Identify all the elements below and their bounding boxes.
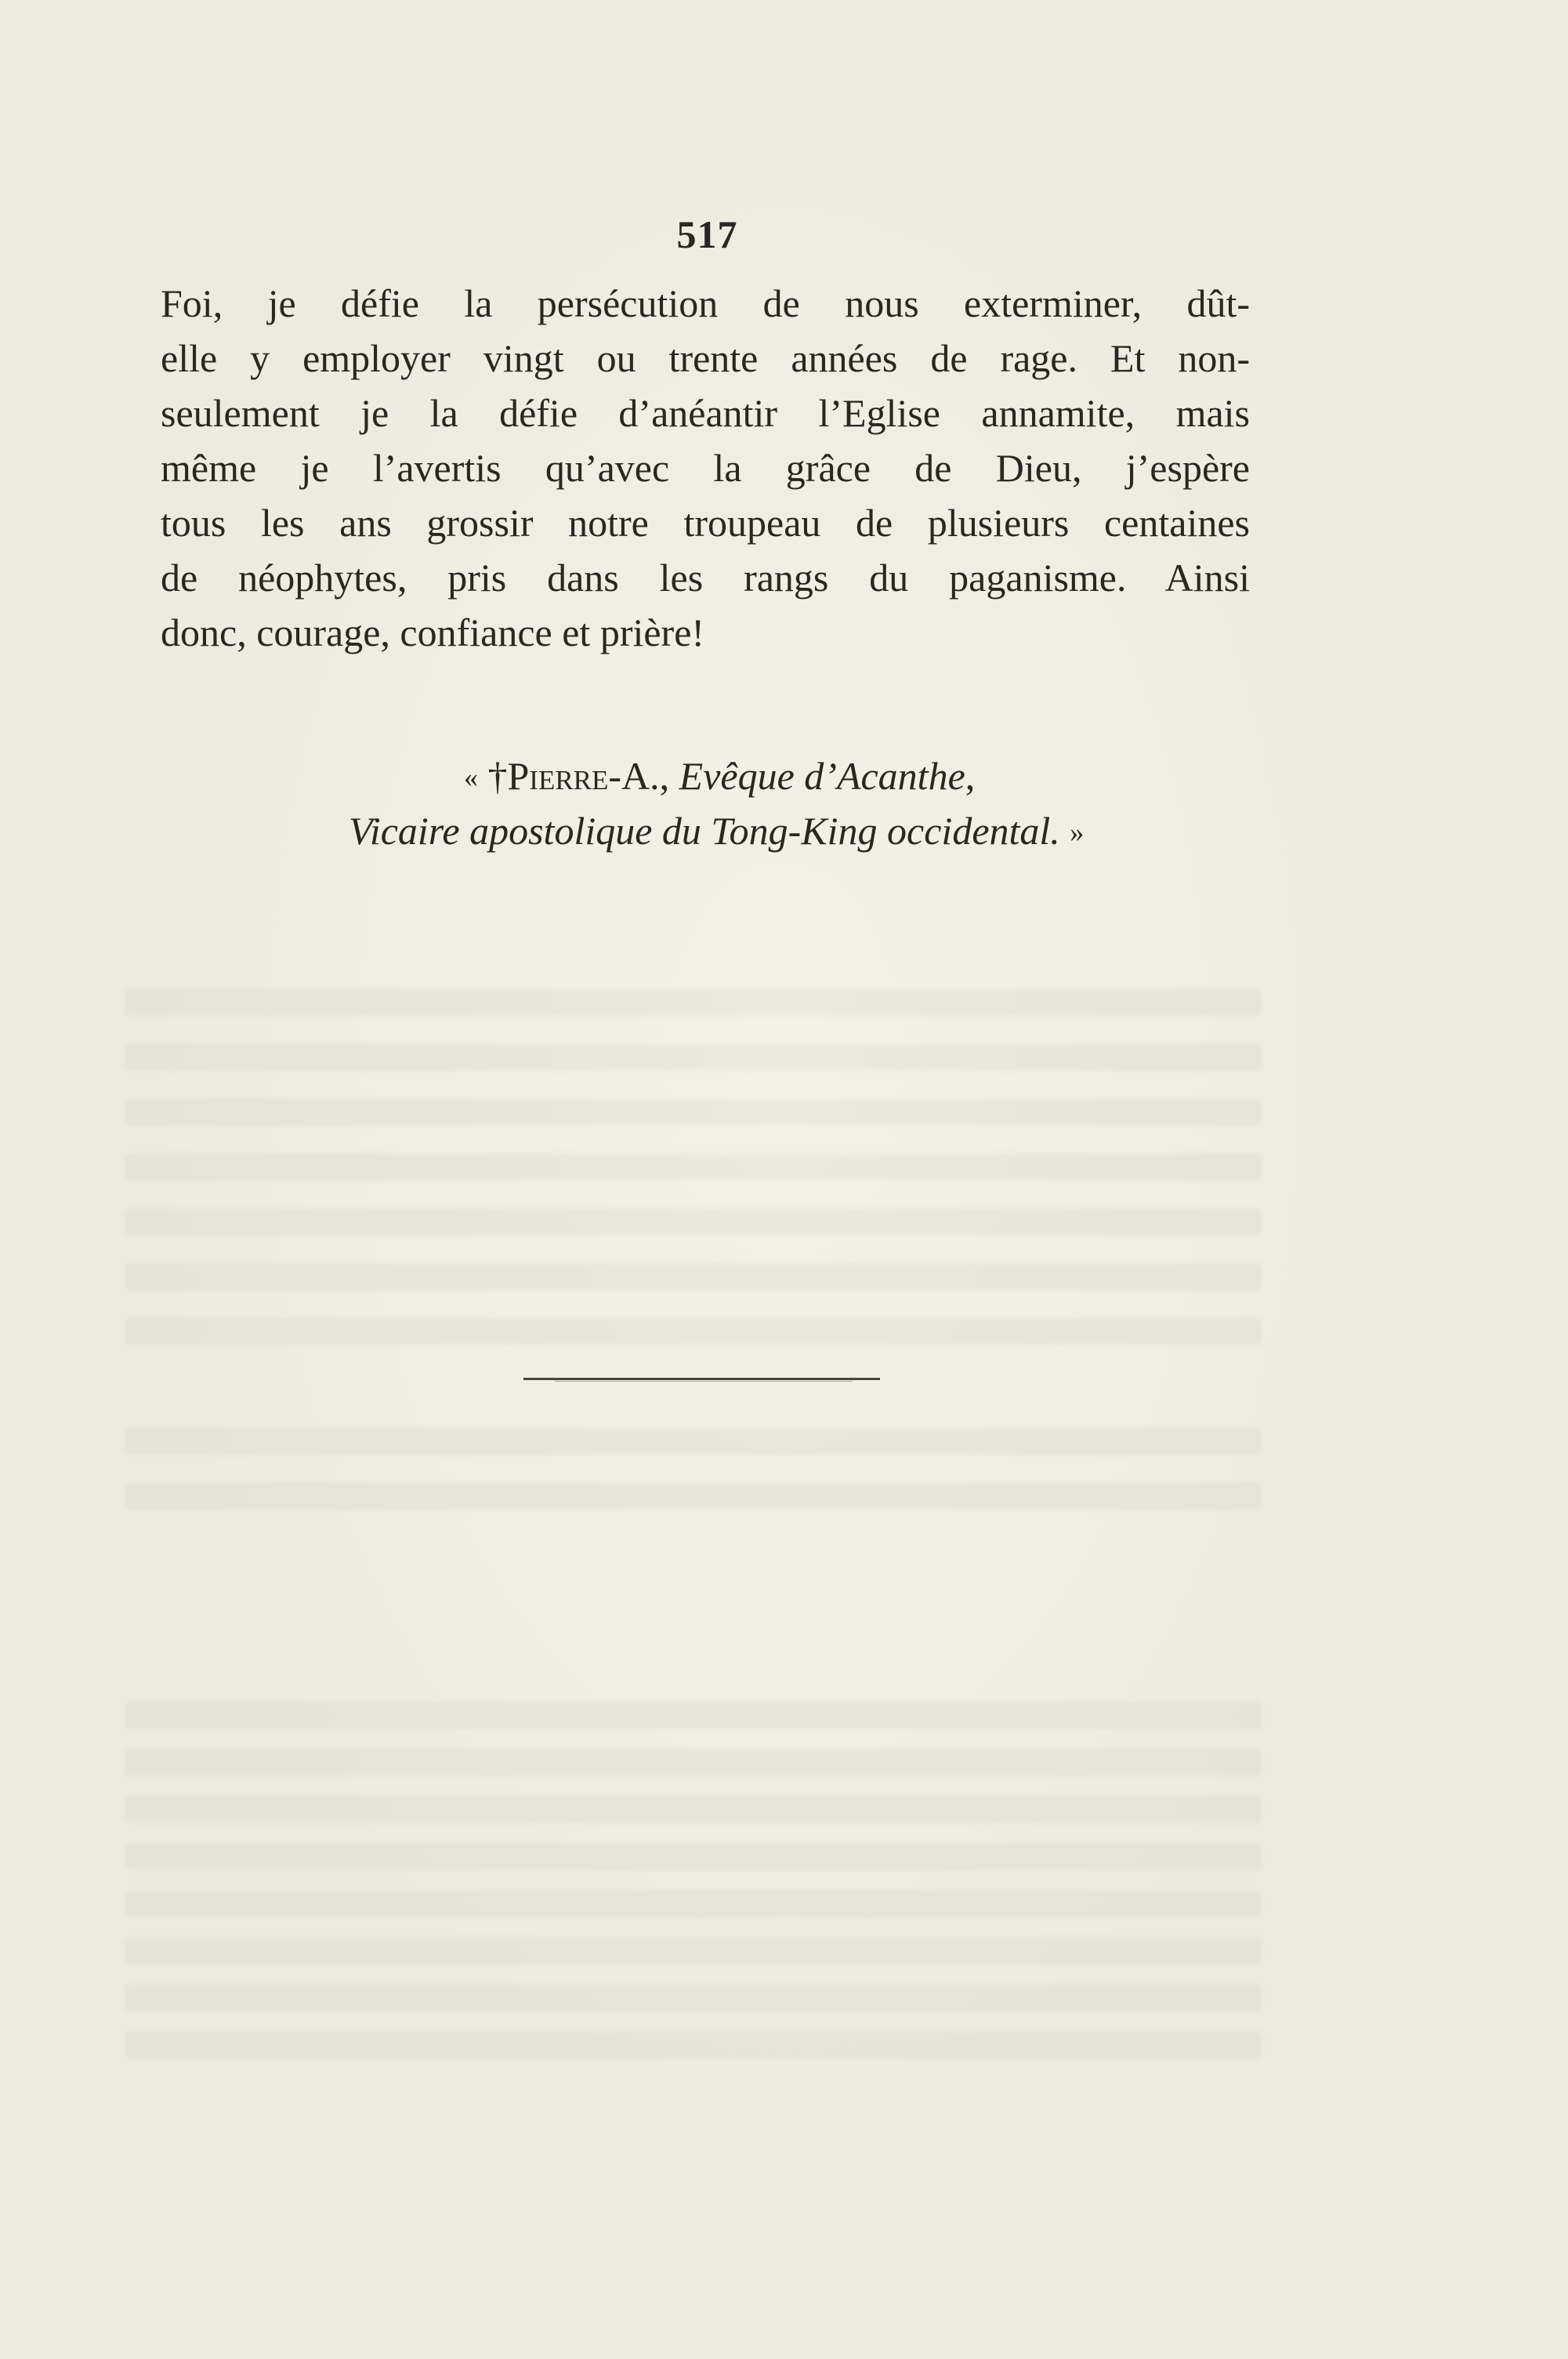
bleed-through-line: [125, 1099, 1262, 1125]
signatory-office: Vicaire apostolique du Tong-King occidental.: [349, 809, 1060, 853]
bleed-through-line: [125, 1702, 1262, 1729]
section-divider: [523, 1378, 880, 1380]
text-line: même je l’avertis qu’avec la grâce de Dieu, j’espère: [161, 446, 1250, 490]
page-number: 517: [676, 212, 738, 256]
open-quote: «: [464, 762, 478, 793]
bleed-through-line: [125, 1796, 1262, 1823]
bleed-through-line: [125, 1044, 1262, 1071]
bleed-through-line: [125, 1937, 1262, 1964]
close-quote: »: [1070, 817, 1085, 848]
cross-symbol: †: [487, 754, 508, 798]
bleed-through-line: [125, 1263, 1262, 1290]
bleed-through-line: [125, 1890, 1262, 1917]
bleed-through-line: [125, 1483, 1262, 1509]
bleed-through-line: [125, 1428, 1262, 1455]
bleed-through-line: [125, 2031, 1262, 2058]
text-line: de néophytes, pris dans les rangs du paganisme. Ainsi: [161, 556, 1250, 600]
bleed-through-line: [125, 1749, 1262, 1776]
body-paragraph: [161, 276, 1250, 660]
signatory-title: Evêque d’Acanthe: [679, 754, 965, 798]
text-line: donc, courage, confiance et prière!: [161, 611, 705, 654]
text-line: elle y employer vingt ou trente années de rage. Et non-: [161, 336, 1250, 380]
signature-title-comma: ,: [965, 754, 976, 798]
signature-line-1: [464, 748, 975, 805]
signature-line-2: [349, 803, 1084, 860]
bleed-through-line: [125, 989, 1262, 1016]
text-line: tous les ans grossir notre troupeau de plusieurs centaines: [161, 501, 1250, 545]
text-line: Foi, je défie la persécution de nous exterminer, dût-: [161, 281, 1250, 325]
text-line: seulement je la défie d’anéantir l’Eglise annamite, mais: [161, 391, 1250, 435]
bleed-through-line: [125, 1154, 1262, 1180]
bleed-through-line: [125, 1318, 1262, 1345]
bleed-through-line: [125, 1984, 1262, 2011]
bleed-through-line: [125, 1208, 1262, 1235]
bleed-through-line: [125, 1843, 1262, 1870]
signatory-name: Pierre-A.: [507, 754, 660, 798]
signature-separator: ,: [659, 754, 670, 798]
